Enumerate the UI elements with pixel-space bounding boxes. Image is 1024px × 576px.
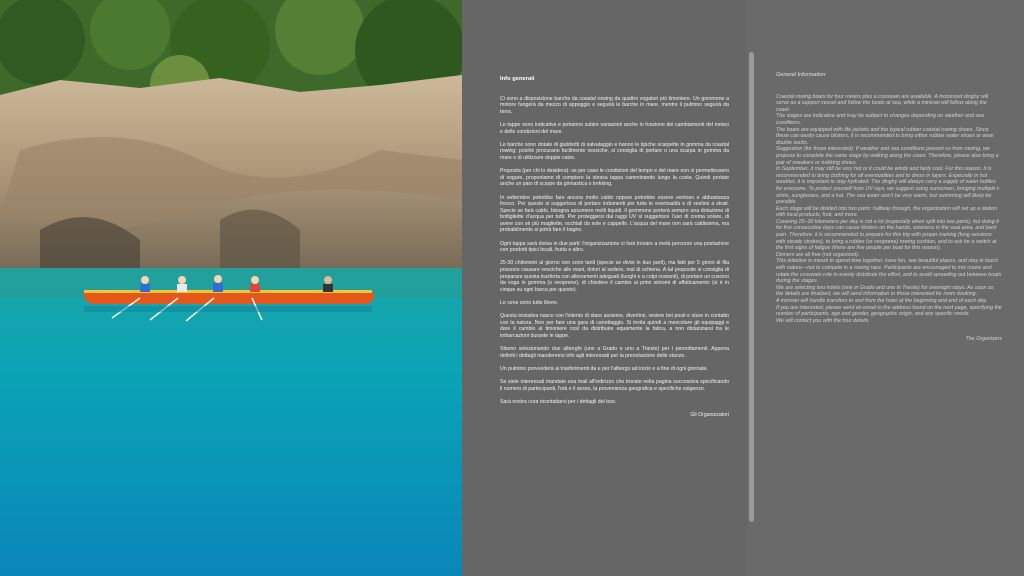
italian-paragraph: Ogni tappa sarà divisa in due parti: l'organizzazione ci farà trovare a metà percorso una postazione con prodotti tipici locali, frutta e altro. (500, 240, 729, 254)
english-line: If you are interested, please send an email to the address found on the next page, specifying the number of participants, age and gender, geographic origin, and any specific needs. (776, 304, 1002, 318)
english-line: In September, it may still be very hot or it could be windy and fairly cool. For this reason, it is recommended to bring clothing for all eventualities and to dress in layers. Especially in hot weather, it is important to stay hydrated. The dinghy will always carry a supply of water bottles for everyone. To protect yourself from UV rays, we suggest using sunscreen, bringing multiple t-shirts, sunglasses, and a hat. The sea water won't be very warm, but swimming will likely be possible. (776, 166, 1001, 206)
english-line: A minivan will handle transfers to and from the hotel at the beginning and end of each day. (776, 298, 988, 304)
italian-paragraph: 25-30 chilometri al giorno non sono tanti (specie se divisi in due parti), ma fatti per 5 giorni di fila possono causare vesciche alle mani, dolori al sedere, mal di schiena. A tal proposito si consiglia di preparare questa trasferta con allenamenti adeguati (lunghi e a colpi costanti), di portare un cuscino da voga in gomma (o neoprene), di chiedere il cambio ai primi sintomi di affaticamento (si è in cinque su ogni barca per questo). (500, 260, 729, 293)
italian-signature: Gli Organizzatori (690, 412, 729, 419)
italian-paragraph: In settembre potrebbe fare ancora molto caldo oppure potrebbe essere ventoso e abbastanza fresco. Per questo si suggerisce di portare indumenti per tutte le eventualità e di vestirsi a strati. Specie se farà caldo, bisogna assumere molti liquidi. Il gommone porterà sempre una dotazione di bottigliette d'acqua per tutti. Per proteggersi dai raggi UV si suggerisce l'uso di crema solare, di avere con sé più magliette, occhiali da sole e cappello. L'acqua del mare non sarà caldissima, ma probabilmente si potrà fare il bagno. (500, 194, 729, 234)
italian-paragraph: Le cene sono tutte libere. (500, 300, 559, 306)
english-heading: General Information (776, 72, 826, 78)
italian-paragraph: Le tappe sono indicative e potranno subire variazioni anche in funzione dei cambiamenti del meteo e delle condizioni del mare. (500, 121, 729, 135)
english-line: The boats are equipped with life jackets and the typical rubber coastal rowing shoes. Since these can easily cause blisters, it is recommended to bring either rubber water shoes or wear double socks. (776, 126, 994, 146)
italian-paragraph: Questa iniziativa nasce con l'intento di stare assieme, divertirsi, vedere bei posti e stare in contatto con la natura. Non per fare una gara di canottaggio. Si invita quindi a mescolare gli equipaggi e dare il cambio al timoniere così da distribuire equamente la fatica, a non distanziarsi tra le imbarcazioni durante le tappe. (500, 313, 729, 339)
italian-paragraph: Sarà nostra cura ricontattarvi per i dettagli del tour. (500, 398, 617, 405)
english-line: The stages are indicative and may be subject to changes depending on weather and sea conditions. (776, 113, 984, 126)
english-line: Covering 25–30 kilometers per day is not a lot (especially when split into two parts), but doing it for five consecutive days can cause blisters on the hands, soreness in the seat area, and back pain. Therefore, it is recommended to prepare for this trip with proper training (long sessions with steady strokes), to bring a rubber (or neoprene) rowing cushion, and to ask for a switch at the first signs of fatigue (there are five people per boat for this reason). (776, 218, 999, 252)
english-line: Coastal rowing boats for four rowers plus a coxswain are available. A motorized dinghy will serve as a support vessel and follow the boats at sea, while a minivan will follow along the coast. (776, 93, 989, 113)
english-line: Dinners are all free (not organized). (776, 251, 860, 258)
photo-illustration (0, 0, 462, 576)
italian-paragraph: Ci sono a disposizione barche da coastal rowing da quattro vogatori più timoniere. Un gommone a motore fungerà da mezzo di appoggio e seguirà le barche in mare, mentre il pulmino seguirà da terra. (500, 95, 729, 115)
italian-heading: Info generali (500, 76, 535, 82)
italian-paragraph: Proposta (per chi lo desidera): se per caso le condizioni del tempo e del mare non ci permettessero di vogare, proponiamo di compiere la stessa tappa camminando lungo la costa. Quindi portate anche un paio di scarpe da ginnastica o trekking. (500, 168, 729, 188)
english-line: Each stage will be divided into two parts: halfway through, the organization will set up a station with local products, fruit, and more. (776, 205, 998, 219)
italian-paragraph: Le barche sono dotate di giubbotti di salvataggio e hanno le tipiche scarpette in gomma da coastal rowing: poiché procurano facilmente vesciche, si consiglia di portare o una scarpa in gomma da mare o di utilizzare doppie calze. (500, 141, 729, 161)
english-line: Suggestion (for those interested): If weather and sea conditions prevent us from rowing, we propose to complete the same stage by walking along the coast. Therefore, please also bring a pair of sneakers or trekking shoes. (776, 146, 999, 166)
coastal-rowing-photo (0, 0, 462, 576)
italian-paragraph: Se siete interessati mandate una mail all'indirizzo che trovate nella pagina successiva specificando il numero di partecipanti, l'età e il sesso, la provenienza geografica e specifiche esigenze. (500, 379, 729, 392)
sea (0, 268, 462, 576)
italian-paragraph: Un pulmino provvederà ai trasferimenti da e per l'albergo ad inizio e a fine di ogni giornata. (500, 365, 708, 372)
english-info-column (754, 0, 1024, 576)
english-line: We are selecting two hotels (one in Grado and one in Trieste) for overnight stays. As soon as the details are finalized, we will send information to those interested for room booking. (776, 284, 994, 298)
italian-info-column (462, 0, 747, 576)
english-line: We will contact you with the tour details. (776, 317, 870, 324)
english-line: This initiative is meant to spend time together, have fun, see beautiful places, and stay in touch with nature—not to compete in a rowing race. Participants are encouraged to mix crews and rotate the coxswain role to evenly distribute the effort, and to avoid spreading out between boats during the stages. (776, 258, 1002, 285)
italian-paragraph: Stiamo selezionando due alberghi (uno a Grado e uno a Trieste) per i pernottamenti. Appena definiti i dettagli manderemo info agli interessati per la prenotazione delle stanze. (500, 346, 729, 359)
english-signature: The Organizers (965, 336, 1002, 343)
